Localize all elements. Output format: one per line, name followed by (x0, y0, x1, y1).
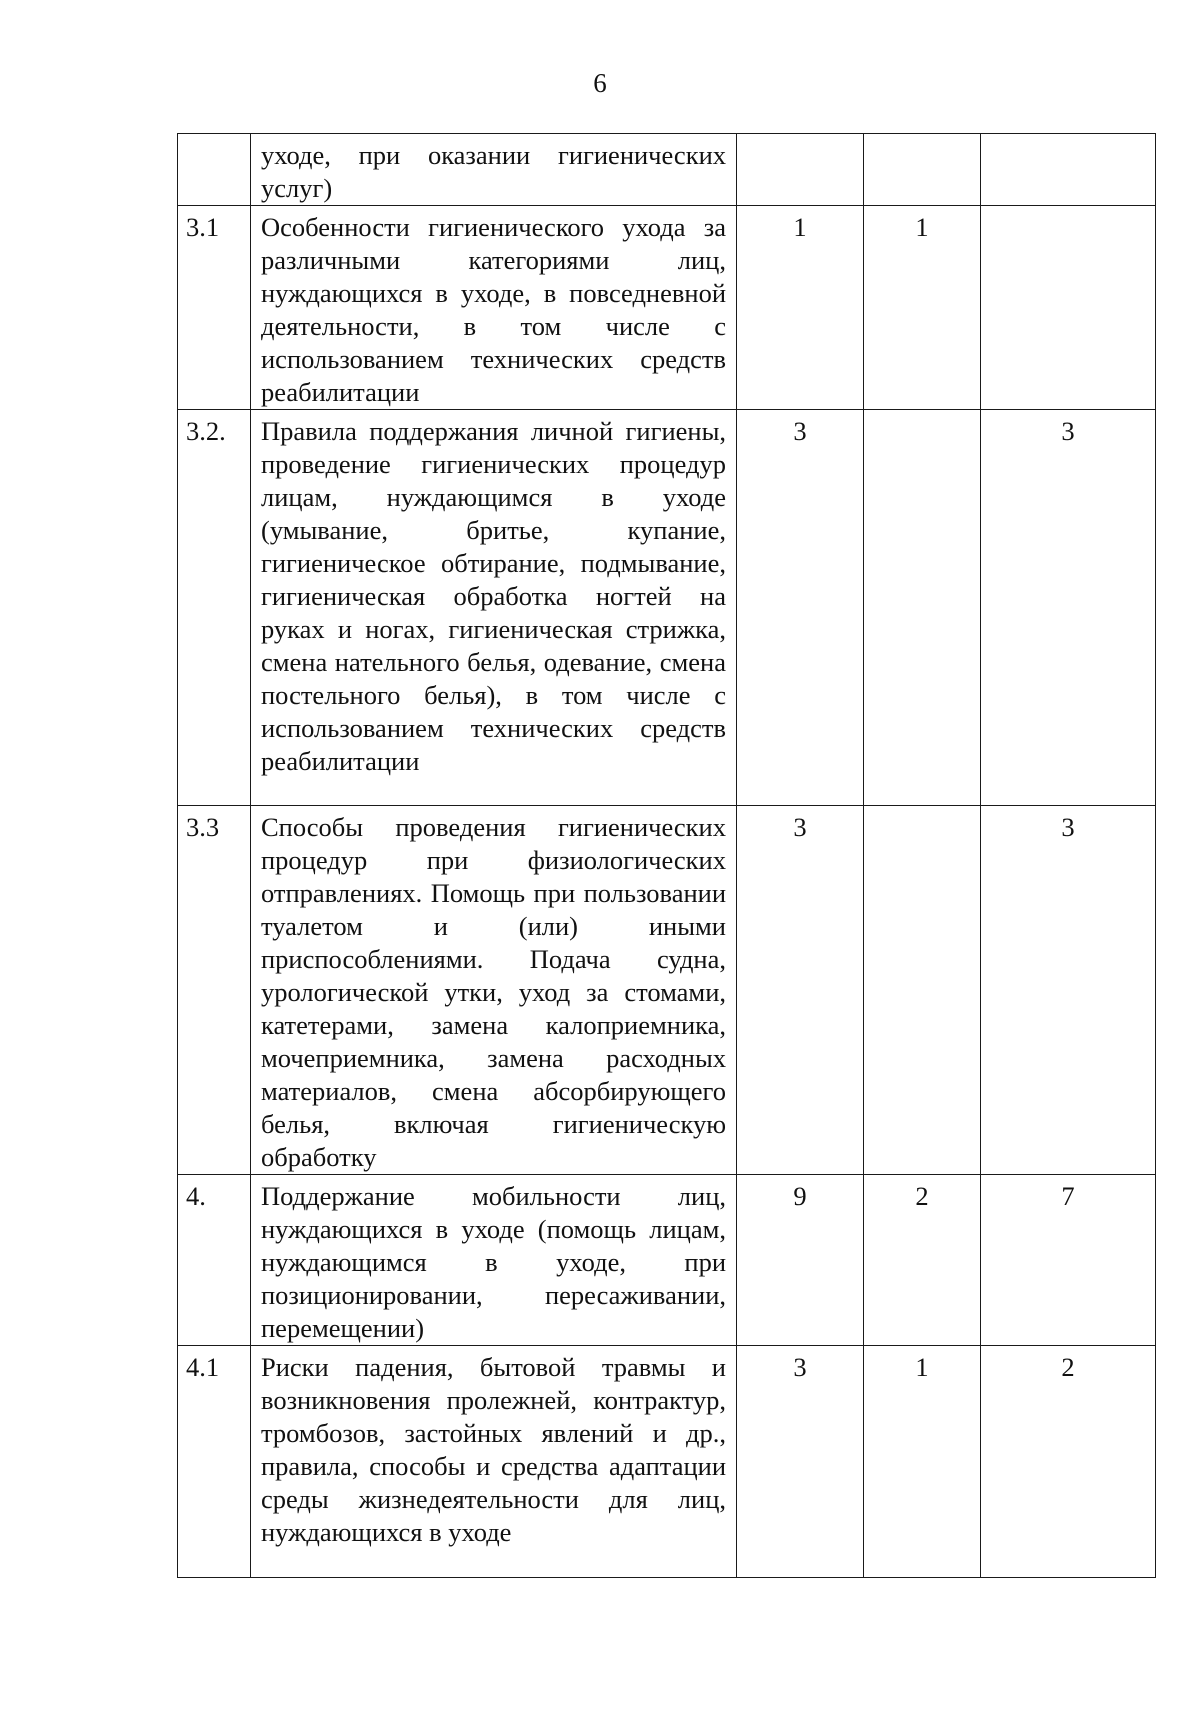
row-value-1: 9 (737, 1175, 864, 1346)
row-value-3: 7 (981, 1175, 1156, 1346)
table-row (178, 1175, 1156, 1346)
row-number: 3.2. (178, 410, 251, 806)
table-row (178, 806, 1156, 1175)
row-value-2 (864, 134, 981, 206)
row-value-2 (864, 410, 981, 806)
table-row (178, 1346, 1156, 1578)
row-value-1: 1 (737, 206, 864, 410)
row-value-3 (981, 206, 1156, 410)
table-row (178, 410, 1156, 806)
row-number: 3.1 (178, 206, 251, 410)
row-topic-text: Способы проведения гигиенических процедур при физиологических отправлениях. Помощь при пользовании туалетом и (или) иными приспособлениями. Подача судна, урологической утки, уход за стомами, катетерами, замена калоприемника, мочеприемника, замена расходных материалов, смена абсорбирующего белья, включая гигиеническую обработку (261, 812, 726, 1172)
row-number (178, 134, 251, 206)
row-topic (251, 806, 737, 1175)
curriculum-table (177, 133, 1156, 1578)
page-number: 6 (593, 68, 607, 98)
row-topic-text: Особенности гигиенического ухода за различными категориями лиц, нуждающихся в уходе, в повседневной деятельности, в том числе с использованием технических средств реабилитации (261, 212, 726, 407)
row-topic-text: Поддержание мобильности лиц, нуждающихся в уходе (помощь лицам, нуждающимся в уходе, при позиционировании, пересаживании, перемещении) (261, 1181, 726, 1343)
row-topic (251, 134, 737, 206)
row-topic-text: Правила поддержания личной гигиены, проведение гигиенических процедур лицам, нуждающимся в уходе (умывание, бритье, купание, гигиеническое обтирание, подмывание, гигиеническая обработка ногтей на руках и ногах, гигиеническая стрижка, смена нательного белья, одевание, смена постельного белья), в том числе с использованием технических средств реабилитации (261, 416, 726, 776)
row-number: 3.3 (178, 806, 251, 1175)
row-value-1 (737, 134, 864, 206)
row-value-1: 3 (737, 806, 864, 1175)
row-value-1: 3 (737, 410, 864, 806)
row-value-1: 3 (737, 1346, 864, 1578)
row-topic (251, 206, 737, 410)
row-value-3: 3 (981, 410, 1156, 806)
row-topic (251, 1346, 737, 1578)
row-value-2: 1 (864, 206, 981, 410)
row-value-2: 2 (864, 1175, 981, 1346)
row-topic-text: уходе, при оказании гигиенических услуг) (261, 140, 726, 203)
table-row (178, 134, 1156, 206)
row-topic (251, 1175, 737, 1346)
table-row (178, 206, 1156, 410)
row-topic (251, 410, 737, 806)
row-number: 4.1 (178, 1346, 251, 1578)
row-value-3 (981, 134, 1156, 206)
row-number: 4. (178, 1175, 251, 1346)
row-value-2 (864, 806, 981, 1175)
row-value-3: 2 (981, 1346, 1156, 1578)
row-topic-text: Риски падения, бытовой травмы и возникновения пролежней, контрактур, тромбозов, застойных явлений и др., правила, способы и средства адаптации среды жизнедеятельности для лиц, нуждающихся в уходе (261, 1352, 726, 1547)
row-value-2: 1 (864, 1346, 981, 1578)
row-value-3: 3 (981, 806, 1156, 1175)
